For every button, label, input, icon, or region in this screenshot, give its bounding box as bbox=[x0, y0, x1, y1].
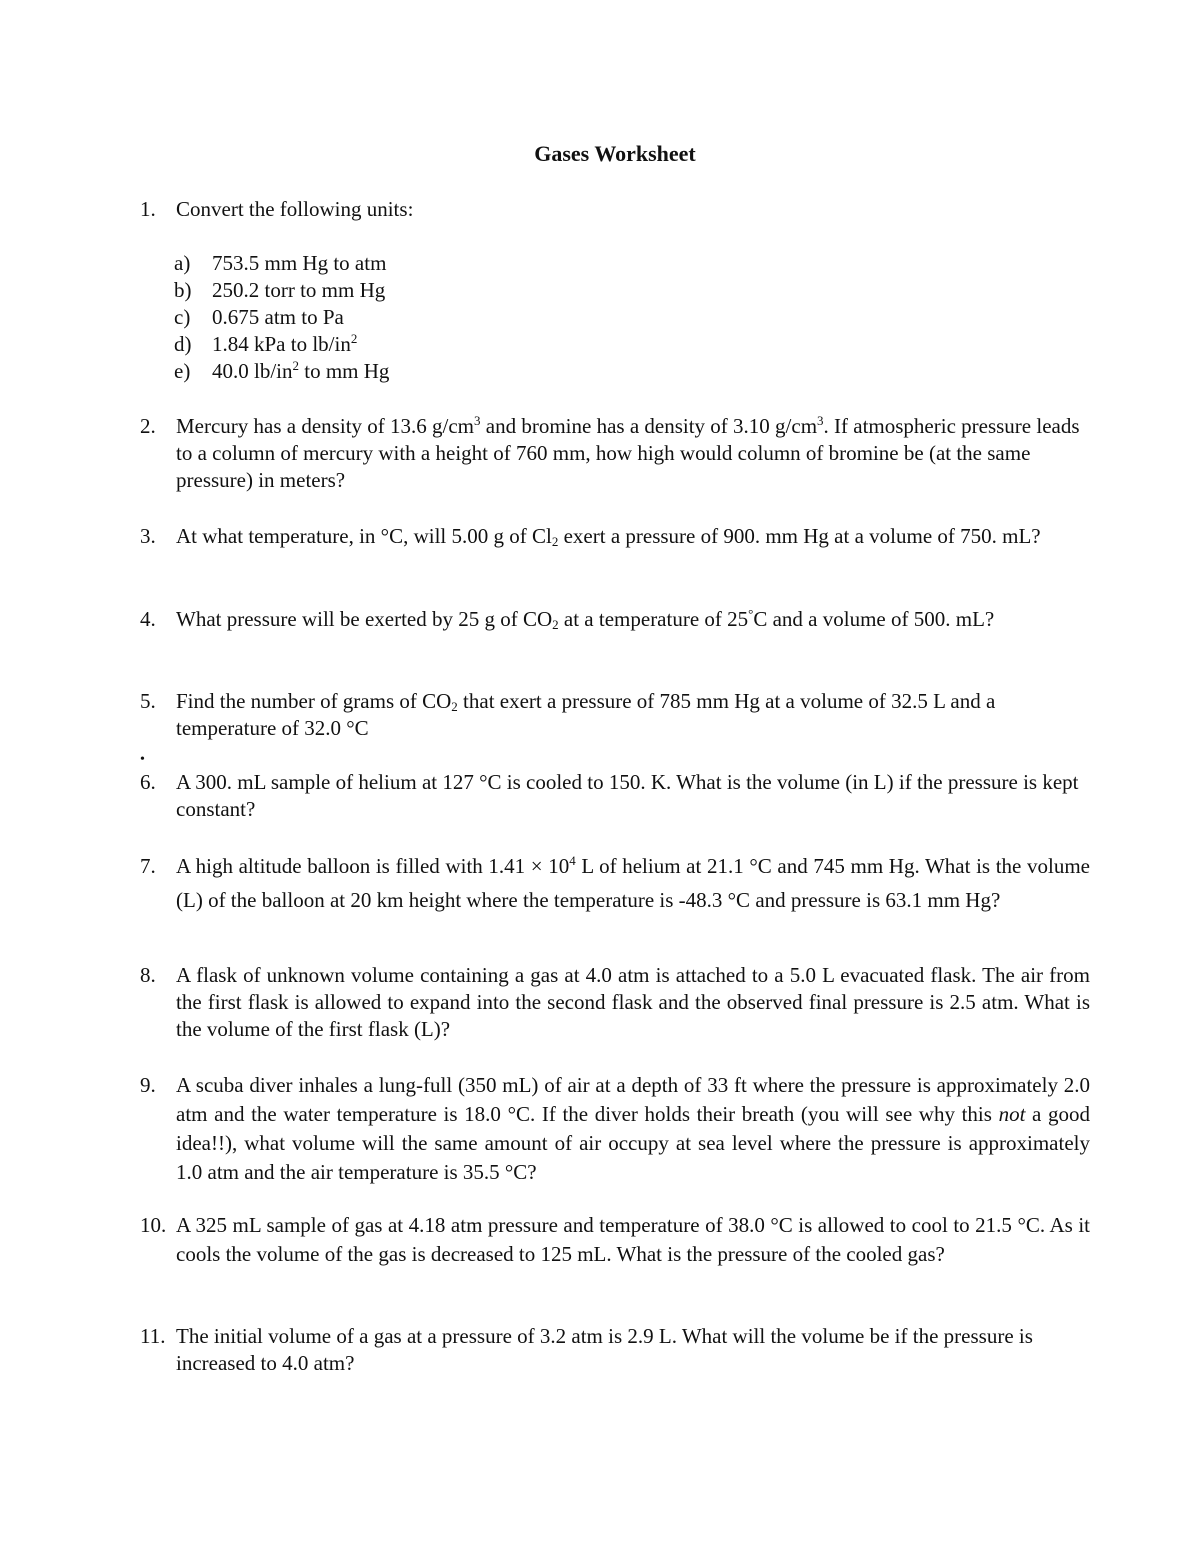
question-1 bbox=[140, 196, 1090, 223]
question-number: 7. bbox=[140, 854, 156, 878]
emphasis-text: not bbox=[998, 1102, 1026, 1126]
part-e bbox=[174, 358, 574, 385]
text-run: A high altitude balloon is filled with 1.41 × 10 bbox=[176, 854, 570, 878]
question-number: 2. bbox=[140, 414, 156, 438]
subscript: 2 bbox=[552, 617, 559, 632]
question-2 bbox=[140, 413, 1090, 494]
question-text: The initial volume of a gas at a pressure of 3.2 atm is 2.9 L. What will the volume be if the pressure is increased to 4.0 atm? bbox=[176, 1324, 1033, 1375]
question-3 bbox=[140, 523, 1090, 550]
question-text bbox=[176, 413, 1090, 494]
text-run: at a temperature of 25 bbox=[558, 607, 749, 631]
question-text: A 300. mL sample of helium at 127 °C is cooled to 150. K. What is the volume (in L) if the pressure is kept constant? bbox=[176, 770, 1079, 821]
text-run: L of helium at 21.1 °C and 745 mm Hg. What is the volume (L) of the balloon at 20 km height where the temperature is -48.3 °C and pressure is 63.1 mm Hg? bbox=[176, 854, 1090, 912]
part-text bbox=[212, 358, 389, 385]
question-number: 3. bbox=[140, 524, 156, 548]
question-8 bbox=[140, 962, 1090, 1043]
question-number: 4. bbox=[140, 607, 156, 631]
part-text-main: 40.0 lb/in bbox=[212, 359, 293, 383]
part-label: a) bbox=[174, 251, 191, 275]
question-9 bbox=[140, 1071, 1090, 1187]
part-label: e) bbox=[174, 359, 191, 383]
text-run: a good idea!!), what volume will the same amount of air occupy at sea level where the pressure is approximately 1.0 atm and the air temperature is 35.5 °C? bbox=[176, 1102, 1090, 1184]
question-text bbox=[176, 1071, 1090, 1187]
question-7 bbox=[140, 849, 1090, 917]
superscript: 3 bbox=[474, 413, 481, 428]
question-number: 6. bbox=[140, 770, 156, 794]
page-title: Gases Worksheet bbox=[534, 141, 696, 166]
subscript: 2 bbox=[451, 699, 458, 714]
part-text-main: 1.84 kPa to lb/in bbox=[212, 332, 351, 356]
question-text: Convert the following units: bbox=[176, 197, 414, 221]
part-text: 250.2 torr to mm Hg bbox=[212, 278, 386, 302]
question-1-parts bbox=[174, 250, 574, 385]
part-c bbox=[174, 304, 574, 331]
question-text: A flask of unknown volume containing a gas at 4.0 atm is attached to a 5.0 L evacuated flask. The air from the first flask is allowed to expand into the second flask and the observed final pressure is 2.5 atm. What is the volume of the first flask (L)? bbox=[176, 963, 1090, 1041]
text-run: Find the number of grams of CO bbox=[176, 689, 452, 713]
question-5 bbox=[140, 688, 1090, 742]
text-run: C and a volume of 500. mL? bbox=[753, 607, 995, 631]
question-4 bbox=[140, 606, 1090, 633]
question-number: 10. bbox=[140, 1213, 167, 1237]
superscript: 3 bbox=[817, 413, 824, 428]
part-text: 753.5 mm Hg to atm bbox=[212, 251, 387, 275]
stray-mark: • bbox=[140, 752, 145, 767]
text-run: What pressure will be exerted by 25 g of CO bbox=[176, 607, 553, 631]
question-number: 1. bbox=[140, 197, 156, 221]
question-text bbox=[176, 523, 1090, 550]
superscript: 2 bbox=[350, 331, 358, 346]
question-text: A 325 mL sample of gas at 4.18 atm pressure and temperature of 38.0 °C is allowed to cool to 21.5 °C. As it cools the volume of the gas is decreased to 125 mL. What is the pressure of the cooled gas? bbox=[176, 1213, 1090, 1266]
question-number: 11. bbox=[140, 1324, 166, 1348]
question-number: 5. bbox=[140, 689, 156, 713]
text-run: A scuba diver inhales a lung-full (350 mL) of air at a depth of 33 ft where the pressure is approximately 2.0 atm and the water temperature is 18.0 °C. If the diver holds their breath (you will see why this bbox=[176, 1073, 1090, 1126]
question-text bbox=[176, 606, 1090, 633]
part-text-tail: to mm Hg bbox=[299, 359, 390, 383]
part-label: d) bbox=[174, 332, 192, 356]
part-a bbox=[174, 250, 574, 277]
part-text bbox=[212, 331, 357, 358]
text-run: that exert a pressure of 785 mm Hg at a volume of 32.5 L and a temperature of 32.0 °C bbox=[176, 689, 996, 740]
superscript: 4 bbox=[569, 853, 576, 868]
part-label: c) bbox=[174, 305, 191, 329]
question-6 bbox=[140, 769, 1090, 823]
question-text bbox=[176, 849, 1090, 917]
superscript: ° bbox=[748, 606, 754, 621]
question-11 bbox=[140, 1323, 1090, 1377]
part-d bbox=[174, 331, 574, 358]
text-run: At what temperature, in °C, will 5.00 g of Cl bbox=[176, 524, 552, 548]
text-run: Mercury has a density of 13.6 g/cm bbox=[176, 414, 475, 438]
text-run: . If atmospheric pressure leads to a column of mercury with a height of 760 mm, how high would column of bromine be (at the same pressure) in meters? bbox=[176, 414, 1080, 492]
subscript: 2 bbox=[551, 534, 559, 549]
question-text bbox=[176, 688, 1090, 742]
question-number: 9. bbox=[140, 1073, 156, 1097]
part-label: b) bbox=[174, 278, 192, 302]
text-run: exert a pressure of 900. mm Hg at a volume of 750. mL? bbox=[558, 524, 1041, 548]
superscript: 2 bbox=[292, 358, 300, 373]
question-10 bbox=[140, 1211, 1090, 1269]
question-number: 8. bbox=[140, 963, 156, 987]
part-text: 0.675 atm to Pa bbox=[212, 305, 344, 329]
part-b bbox=[174, 277, 574, 304]
text-run: and bromine has a density of 3.10 g/cm bbox=[480, 414, 818, 438]
